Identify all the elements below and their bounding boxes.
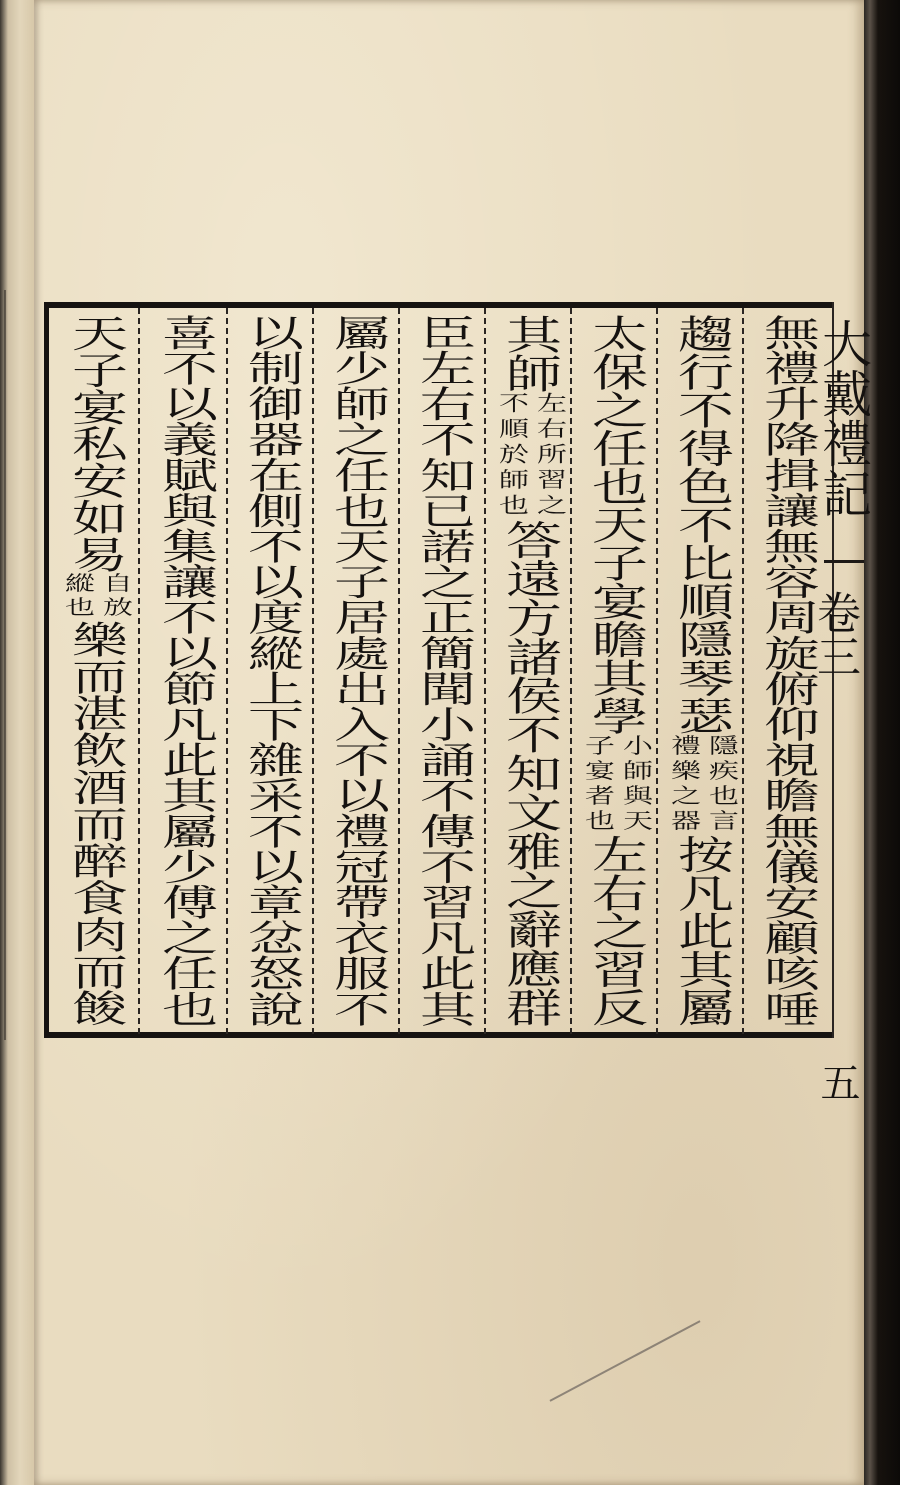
note-left-line: 不順於師也 [493,391,528,520]
text-column-2 [662,314,740,1026]
book-spine-shadow [864,0,900,1485]
note-left-line: 禮樂之器 [665,734,700,835]
column-main-text-continued: 樂而湛飲酒而醉食肉而餕 [63,620,128,1026]
text-column-7 [232,314,310,1026]
column-main-text-continued: 答遠方諸侯不知文雅之辭應群 [497,519,562,1026]
column-rule [656,308,658,1034]
interlinear-note [665,735,737,835]
note-right-line: 小師與天 [617,734,652,835]
interlinear-note [579,735,651,835]
column-main-text: 天子宴私安如易 [63,314,128,573]
column-main-text-continued: 按凡此其屬 [669,834,734,1026]
text-column-5 [404,314,482,1026]
note-left-line: 子宴者也 [579,734,614,835]
column-rule [312,308,314,1034]
facing-page-edge [0,0,34,1485]
column-main-text: 無禮升降揖讓無容周旋俯仰視瞻無儀安顧咳唾 [755,314,820,1026]
text-column-9 [56,314,134,1026]
facing-page-rule [4,290,32,1040]
column-main-text: 喜不以義賦與集讓不以節凡此其屬少傅之任也 [153,314,218,1026]
margin-page-number: 五 [814,1062,860,1102]
column-rule [138,308,140,1034]
column-main-text: 屬少師之任也天子居處出入不以禮冠帶衣服不 [325,314,390,1026]
text-column-8 [146,314,224,1026]
margin-volume: 卷三 [809,590,860,678]
text-column-3 [576,314,654,1026]
text-column-1 [748,314,826,1026]
column-rule [226,308,228,1034]
interlinear-note [59,572,131,620]
column-rule [484,308,486,1034]
column-main-text: 太保之任也天子宴瞻其學 [583,314,648,735]
column-main-text: 其師 [497,314,562,392]
column-main-text: 以制御器在側不以度縱上下雜采不以章忿怒說 [239,314,304,1026]
margin-book-title: 大戴禮記 [814,318,872,518]
column-main-text: 臣左右不知已諾之正簡聞小誦不傳不習凡此其 [411,314,476,1026]
note-right-line: 隱疾也言 [703,734,738,835]
column-rule [570,308,572,1034]
column-main-text: 趨行不得色不比順隱琴瑟 [669,314,734,735]
note-left-line: 縱也 [59,572,94,621]
interlinear-note [493,392,565,520]
column-rule [398,308,400,1034]
column-rule [742,308,744,1034]
text-column-6 [318,314,396,1026]
text-column-4 [490,314,568,1026]
column-main-text-continued: 左右之習反 [583,834,648,1026]
note-right-line: 自放 [97,572,132,621]
note-right-line: 左右所習之 [531,391,566,520]
